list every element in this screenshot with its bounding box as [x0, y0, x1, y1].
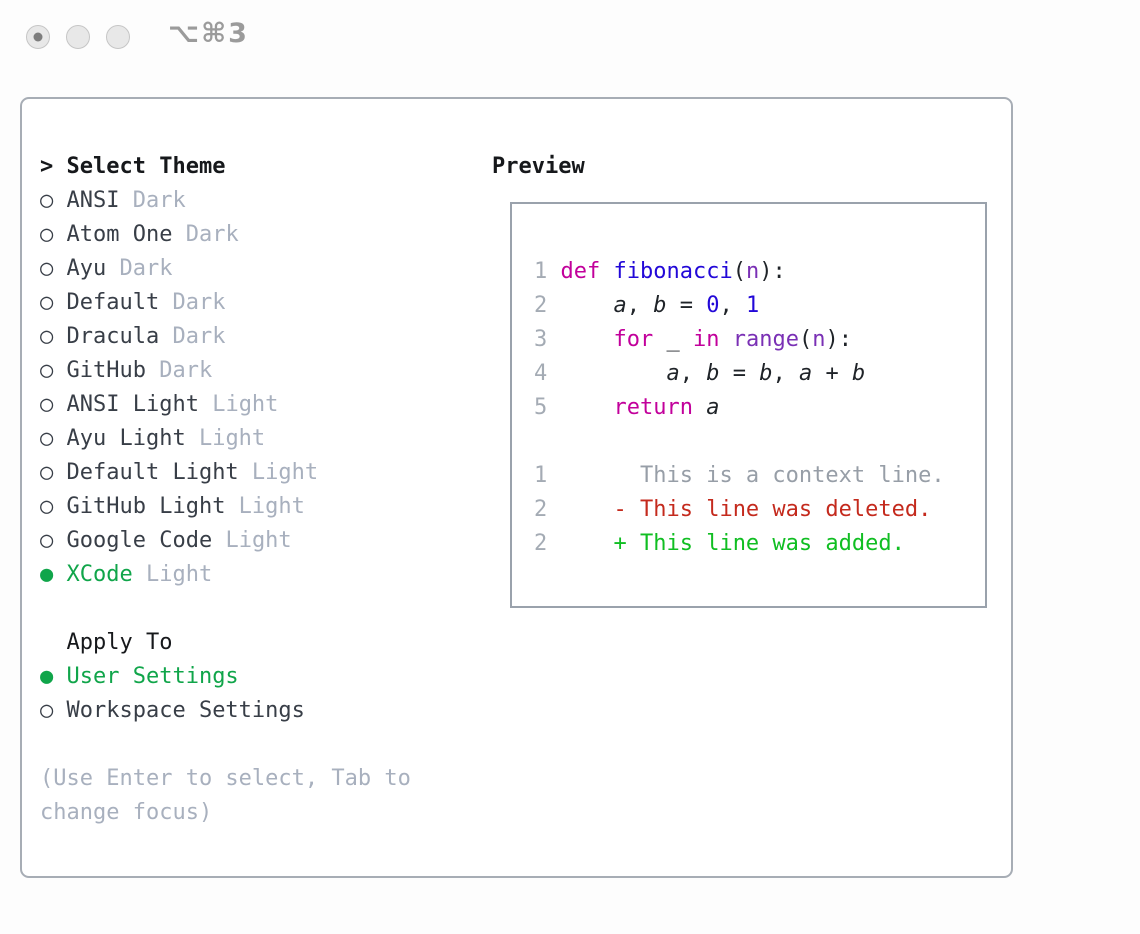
hint-line-1: (Use Enter to select, Tab to [40, 766, 411, 791]
zoom-button[interactable] [106, 25, 130, 49]
code-segment-keyword: in [692, 327, 720, 352]
theme-variant-tag: Dark [106, 256, 173, 281]
preview-title: Preview [492, 154, 585, 179]
code-segment-deleted: - This line was deleted. [613, 497, 932, 522]
option-label: ANSI Light [53, 392, 199, 417]
radio-icon: ○ [40, 426, 54, 451]
theme-variant-tag: Light [132, 562, 213, 587]
code-segment-plain [547, 361, 666, 386]
theme-variant-tag: Dark [145, 358, 213, 383]
minimize-button[interactable] [66, 25, 90, 49]
code-segment-lineno: 2 [534, 497, 548, 522]
code-segment-plain [600, 259, 613, 284]
code-segment-variable: a [798, 361, 813, 386]
theme-option-ayu[interactable] [40, 252, 490, 286]
code-segment-plain [547, 293, 613, 318]
code-segment-plain [547, 327, 613, 352]
code-segment-variable: b [653, 293, 667, 318]
apply-option-workspace-settings[interactable] [40, 694, 490, 728]
prompt-icon: > [40, 154, 54, 179]
code-segment-keyword: def [560, 259, 601, 284]
window-title: ⌥⌘3 [168, 18, 249, 49]
theme-variant-tag: Dark [119, 188, 186, 213]
option-label: XCode [53, 562, 133, 587]
theme-variant-tag: Light [225, 494, 305, 519]
code-segment-param: n [812, 327, 826, 352]
option-label: Google Code [53, 528, 213, 553]
close-dot-icon [34, 33, 43, 42]
code-segment-context: This is a context line. [639, 463, 945, 488]
code-line [534, 255, 945, 289]
code-segment-plain: _ [653, 327, 693, 352]
select-theme-header [40, 150, 490, 184]
code-segment-variable: a [706, 395, 720, 420]
radio-icon: ○ [40, 188, 54, 213]
option-label: ANSI [53, 188, 120, 213]
code-segment-lineno: 3 [534, 327, 548, 352]
radio-icon: ○ [40, 392, 54, 417]
code-segment-plain: = [666, 293, 707, 318]
radio-selected-icon: ● [40, 664, 54, 689]
code-segment-variable: b [851, 361, 866, 386]
option-label: Ayu [53, 256, 107, 281]
code-segment-plain [547, 463, 640, 488]
option-label: GitHub Light [53, 494, 226, 519]
theme-option-github[interactable] [40, 354, 490, 388]
code-segment-param: n [745, 259, 760, 284]
radio-icon: ○ [40, 222, 54, 247]
code-line [534, 391, 945, 425]
code-segment-function: fibonacci [613, 259, 733, 284]
code-segment-plain [547, 531, 613, 556]
radio-selected-icon: ● [40, 562, 54, 587]
code-segment-lineno: 5 [534, 395, 548, 420]
window-titlebar [0, 0, 1140, 74]
code-segment-plain: , [679, 361, 707, 386]
code-segment-plain [547, 497, 613, 522]
theme-option-github-light[interactable] [40, 490, 490, 524]
radio-icon: ○ [40, 460, 54, 485]
theme-variant-tag: Light [212, 528, 292, 553]
code-segment-lineno: 2 [534, 293, 548, 318]
theme-option-atom-one[interactable] [40, 218, 490, 252]
option-label: Default [53, 290, 160, 315]
code-line [534, 527, 945, 561]
code-segment-lineno: 2 [534, 531, 548, 556]
code-line [534, 459, 945, 493]
code-line [534, 289, 945, 323]
radio-icon: ○ [40, 494, 54, 519]
theme-variant-tag: Dark [172, 222, 239, 247]
code-segment-plain: ( [798, 327, 813, 352]
code-segment-lineno: 1 [534, 463, 548, 488]
code-line [534, 493, 945, 527]
code-segment-plain [693, 395, 706, 420]
code-segment-variable: b [759, 361, 773, 386]
theme-variant-tag: Dark [159, 324, 226, 349]
radio-icon: ○ [40, 528, 54, 553]
theme-list [40, 184, 490, 592]
code-segment-added: + This line was added. [613, 531, 905, 556]
radio-icon: ○ [40, 256, 54, 281]
close-button[interactable] [26, 25, 50, 49]
hint-line-2: change focus) [40, 800, 213, 825]
code-segment-plain [547, 259, 560, 284]
code-segment-plain: , [719, 293, 746, 318]
code-line [534, 323, 945, 357]
option-label: Atom One [53, 222, 173, 247]
code-segment-number: 0 [706, 293, 720, 318]
theme-option-default-light[interactable] [40, 456, 490, 490]
theme-variant-tag: Light [185, 426, 266, 451]
code-segment-plain: , [626, 293, 654, 318]
radio-icon: ○ [40, 358, 54, 383]
code-segment-builtin: range [732, 327, 799, 352]
apply-to-header [40, 626, 490, 660]
theme-option-default[interactable] [40, 286, 490, 320]
apply-to-label: Apply To [66, 630, 173, 655]
code-segment-keyword: for [613, 327, 654, 352]
theme-option-xcode[interactable] [40, 558, 490, 592]
theme-option-google-code[interactable] [40, 524, 490, 558]
radio-icon: ○ [40, 698, 54, 723]
option-label: User Settings [53, 664, 239, 689]
code-line [534, 357, 945, 391]
code-segment-lineno: 1 [534, 259, 548, 284]
spacer [40, 592, 490, 626]
select-theme-title: Select Theme [66, 154, 226, 179]
apply-option-user-settings[interactable] [40, 660, 490, 694]
theme-option-ayu-light[interactable] [40, 422, 490, 456]
theme-variant-tag: Light [198, 392, 279, 417]
radio-icon: ○ [40, 290, 54, 315]
option-label: Dracula [53, 324, 160, 349]
code-segment-plain: ( [732, 259, 746, 284]
apply-list [40, 660, 490, 728]
theme-variant-tag: Light [238, 460, 319, 485]
option-label: Default Light [53, 460, 239, 485]
option-label: GitHub [53, 358, 146, 383]
code-segment-plain: = [719, 361, 760, 386]
theme-option-ansi[interactable] [40, 184, 490, 218]
code-segment-number: 1 [745, 293, 760, 318]
radio-icon: ○ [40, 324, 54, 349]
code-segment-variable: a [613, 293, 627, 318]
preview-box [510, 202, 987, 608]
code-segment-variable: a [666, 361, 680, 386]
code-segment-plain: ): [825, 327, 852, 352]
option-label: Ayu Light [53, 426, 186, 451]
theme-variant-tag: Dark [159, 290, 226, 315]
option-label: Workspace Settings [53, 698, 305, 723]
code-segment-plain [719, 327, 732, 352]
code-segment-plain: + [812, 361, 852, 386]
code-segment-plain [547, 395, 613, 420]
code-segment-plain: , [772, 361, 799, 386]
code-segment-keyword: return [613, 395, 693, 420]
code-line [534, 425, 945, 459]
theme-option-dracula[interactable] [40, 320, 490, 354]
preview-code [534, 255, 945, 561]
code-segment-plain: ): [759, 259, 786, 284]
spacer [40, 728, 490, 762]
main-panel [20, 97, 1013, 878]
theme-selector [40, 150, 490, 830]
code-segment-variable: b [706, 361, 720, 386]
code-segment-lineno: 4 [534, 361, 548, 386]
theme-option-ansi-light[interactable] [40, 388, 490, 422]
